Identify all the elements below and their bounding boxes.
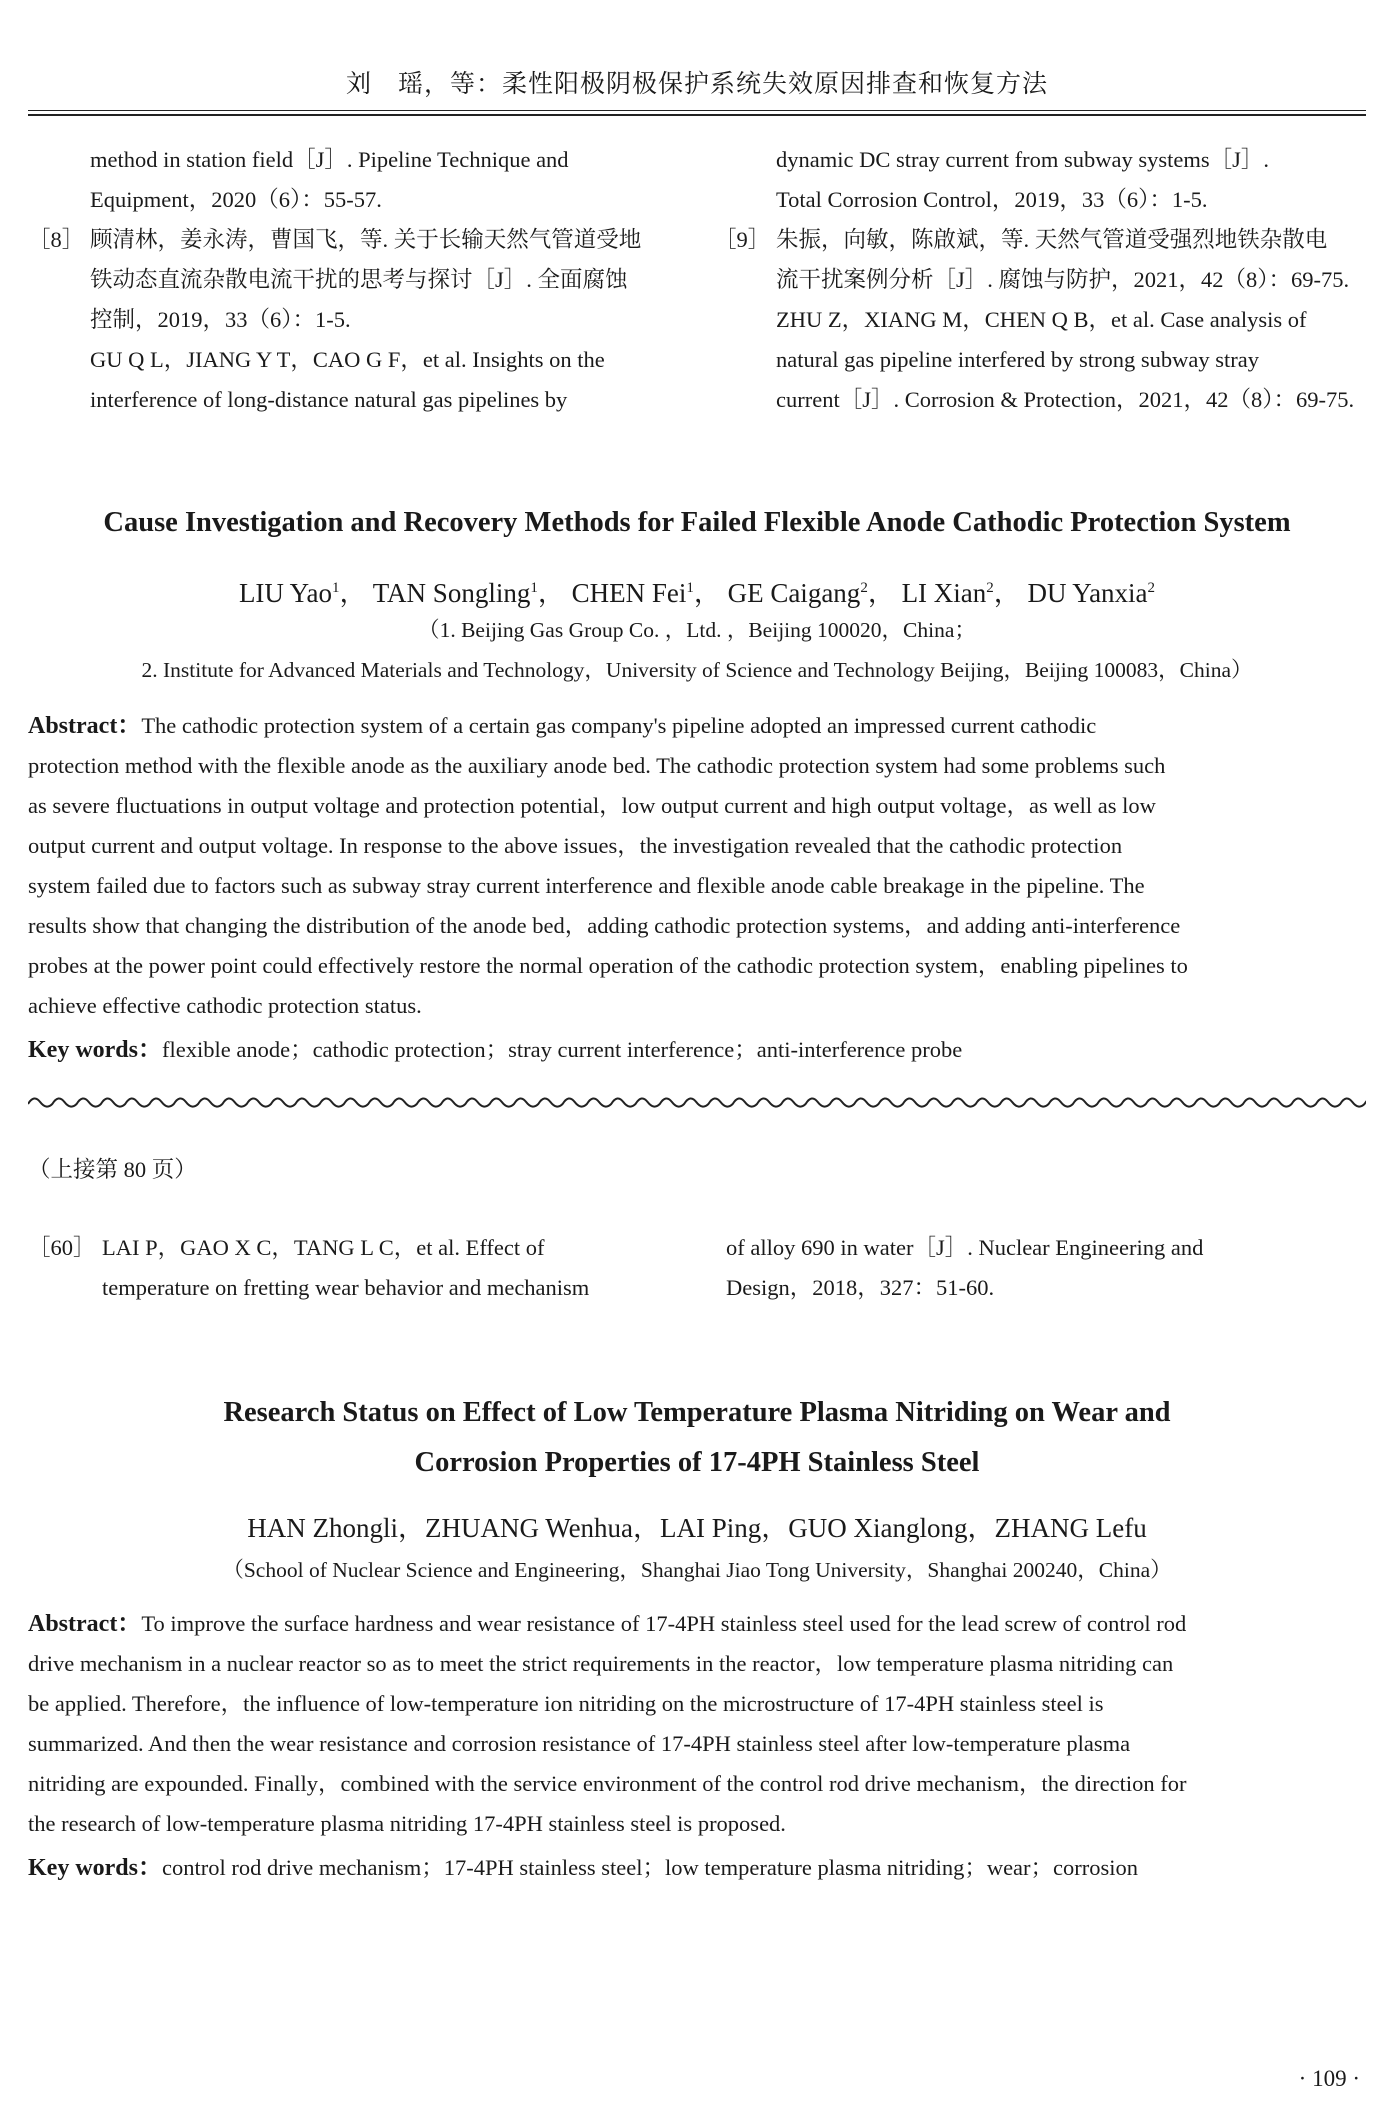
author-affiliation-mark: 2 <box>1147 580 1156 596</box>
paper1-authors: LIU Yao$^1$， TAN Songling$^1$， CHEN Fei$^1$， GE Caigang$^2$， LI Xian$^2$， DU Yanxia$^2$ <box>238 578 1156 608</box>
paper2-keywords <box>28 1848 1366 1888</box>
abstract-line: be applied. Therefore，the influence of low-temperature ion nitriding on the microstructure of 17-4PH stainless steel is <box>28 1691 1104 1716</box>
reference-line: natural gas pipeline interfered by strong subway stray <box>776 347 1259 372</box>
abstract-line: the research of low-temperature plasma nitriding 17-4PH stainless steel is proposed. <box>28 1811 786 1836</box>
abstract-line: results show that changing the distribution of the anode bed，adding cathodic protection systems，and adding anti-interference <box>28 913 1181 938</box>
paper1-title: Cause Investigation and Recovery Methods for Failed Flexible Anode Cathodic Protection System <box>103 507 1291 538</box>
reference-line: LAI P，GAO X C，TANG L C，et al. Effect of <box>102 1235 545 1260</box>
author-name: TAN Songling <box>372 578 531 608</box>
abstract-line: probes at the power point could effectively restore the normal operation of the cathodic protection system，enabling pipelines to <box>28 953 1188 978</box>
running-header: 刘 瑶，等：柔性阳极阴极保护系统失效原因排查和恢复方法 <box>345 71 1048 98</box>
abstract-line: achieve effective cathodic protection status. <box>28 993 422 1018</box>
author-affiliation-mark: 1 <box>530 580 538 596</box>
abstract-line: as severe fluctuations in output voltage and protection potential，low output current and high output voltage，as well as low <box>28 793 1156 818</box>
reference-line: 朱振，向敏，陈啟斌，等. 天然气管道受强烈地铁杂散电 <box>776 227 1328 252</box>
author-affiliation-mark: 2 <box>860 580 868 596</box>
abstract-line: summarized. And then the wear resistance and corrosion resistance of 17-4PH stainless steel after low-temperature plasma <box>28 1731 1131 1756</box>
keywords-text: control rod drive mechanism；17-4PH stainless steel；low temperature plasma nitriding；wear；corrosion <box>162 1855 1139 1880</box>
author-name: LIU Yao <box>238 578 332 608</box>
abstract-line: drive mechanism in a nuclear reactor so as to meet the strict requirements in the reactor，low temperature plasma nitriding can <box>28 1651 1174 1676</box>
reference-line: 流干扰案例分析［J］. 腐蚀与防护，2021，42（8）：69-75. <box>776 267 1350 292</box>
author-affiliation-mark: 2 <box>986 580 994 596</box>
reference-column-left <box>28 140 680 420</box>
paper2-title-line-2: Corrosion Properties of 17-4PH Stainless Steel <box>414 1447 980 1478</box>
continued-from-note: （上接第 80 页） <box>28 1157 197 1182</box>
abstract-line: output current and output voltage. In response to the above issues，the investigation revealed that the cathodic protection <box>28 833 1123 858</box>
reference-line: GU Q L，JIANG Y T，CAO G F，et al. Insights on the <box>90 347 605 372</box>
paper1-abstract <box>28 706 1366 1026</box>
reference-line: ZHU Z，XIANG M，CHEN Q B，et al. Case analysis of <box>776 307 1307 332</box>
abstract-label: Abstract： <box>28 1611 142 1637</box>
reference-line: of alloy 690 in water［J］. Nuclear Engineering and <box>726 1235 1204 1260</box>
reference-line: 控制，2019，33（6）：1-5. <box>90 307 351 332</box>
keywords-text: flexible anode；cathodic protection；stray current interference；anti-interference probe <box>162 1037 963 1062</box>
paper1-affiliation-1: （1. Beijing Gas Group Co. ，Ltd. ，Beijing 100020，China； <box>418 618 976 642</box>
wave-divider <box>28 1090 1366 1114</box>
abstract-line: The cathodic protection system of a certain gas company's pipeline adopted an impressed current cathodic <box>141 713 1097 738</box>
reference-line: interference of long-distance natural gas pipelines by <box>90 387 568 412</box>
page-number: · 109 · <box>1298 2066 1360 2091</box>
reference-column-right <box>726 1228 1366 1308</box>
reference-line: method in station field［J］. Pipeline Technique and <box>90 147 569 172</box>
author-name: LI Xian <box>901 578 987 608</box>
reference-line: Total Corrosion Control，2019，33（6）：1-5. <box>776 187 1208 212</box>
paper2-authors: HAN Zhongli，ZHUANG Wenhua，LAI Ping，GUO Xianglong，ZHANG Lefu <box>247 1513 1147 1543</box>
paper2-abstract <box>28 1604 1366 1844</box>
reference-item <box>726 1228 1366 1308</box>
keywords-label: Key words： <box>28 1037 162 1063</box>
reference-item <box>714 140 1366 220</box>
author-name: DU Yanxia <box>1027 578 1148 608</box>
paper1-keywords <box>28 1030 1366 1070</box>
reference-line: 顾清林，姜永涛，曹国飞，等. 关于长输天然气管道受地 <box>90 227 642 252</box>
paper2-title-line-1: Research Status on Effect of Low Temperature Plasma Nitriding on Wear and <box>223 1397 1171 1428</box>
header-rule-thick <box>28 114 1366 116</box>
abstract-line: protection method with the flexible anode as the auxiliary anode bed. The cathodic protection system had some problems such <box>28 753 1166 778</box>
abstract-label: Abstract： <box>28 713 142 739</box>
author-affiliation-mark: 1 <box>686 580 694 596</box>
reference-item <box>28 140 680 220</box>
abstract-line: To improve the surface hardness and wear resistance of 17-4PH stainless steel used for the lead screw of control rod <box>141 1611 1187 1636</box>
abstract-line: nitriding are expounded. Finally，combined with the service environment of the control rod drive mechanism，the direction for <box>28 1771 1187 1796</box>
reference-line: Equipment，2020（6）：55-57. <box>90 187 382 212</box>
header-rule <box>28 110 1366 111</box>
paper1-affiliation-2: 2. Institute for Advanced Materials and Technology，University of Science and Technology Beijing，Beijing 100083，China） <box>141 658 1253 682</box>
reference-line: temperature on fretting wear behavior and mechanism <box>102 1275 590 1300</box>
reference-column-right <box>714 140 1366 420</box>
reference-number: ［60］ <box>28 1235 96 1260</box>
paper2-affiliation: （School of Nuclear Science and Engineering，Shanghai Jiao Tong University，Shanghai 200240，China） <box>222 1558 1172 1582</box>
reference-item <box>714 220 1366 420</box>
reference-line: dynamic DC stray current from subway systems［J］. <box>776 147 1270 172</box>
reference-number: ［9］ <box>714 227 771 252</box>
reference-line: Design，2018，327：51-60. <box>726 1275 995 1300</box>
reference-item <box>28 1228 680 1308</box>
reference-column-left <box>28 1228 680 1308</box>
abstract-line: system failed due to factors such as subway stray current interference and flexible anode cable breakage in the pipeline. The <box>28 873 1145 898</box>
reference-line: 铁动态直流杂散电流干扰的思考与探讨［J］. 全面腐蚀 <box>90 267 628 292</box>
author-name: CHEN Fei <box>571 578 687 608</box>
keywords-label: Key words： <box>28 1855 162 1881</box>
reference-number: ［8］ <box>28 227 85 252</box>
reference-line: current［J］. Corrosion & Protection，2021，42（8）：69-75. <box>776 387 1355 412</box>
author-name: GE Caigang <box>727 578 861 608</box>
reference-item <box>28 220 680 420</box>
author-affiliation-mark: 1 <box>331 580 340 596</box>
